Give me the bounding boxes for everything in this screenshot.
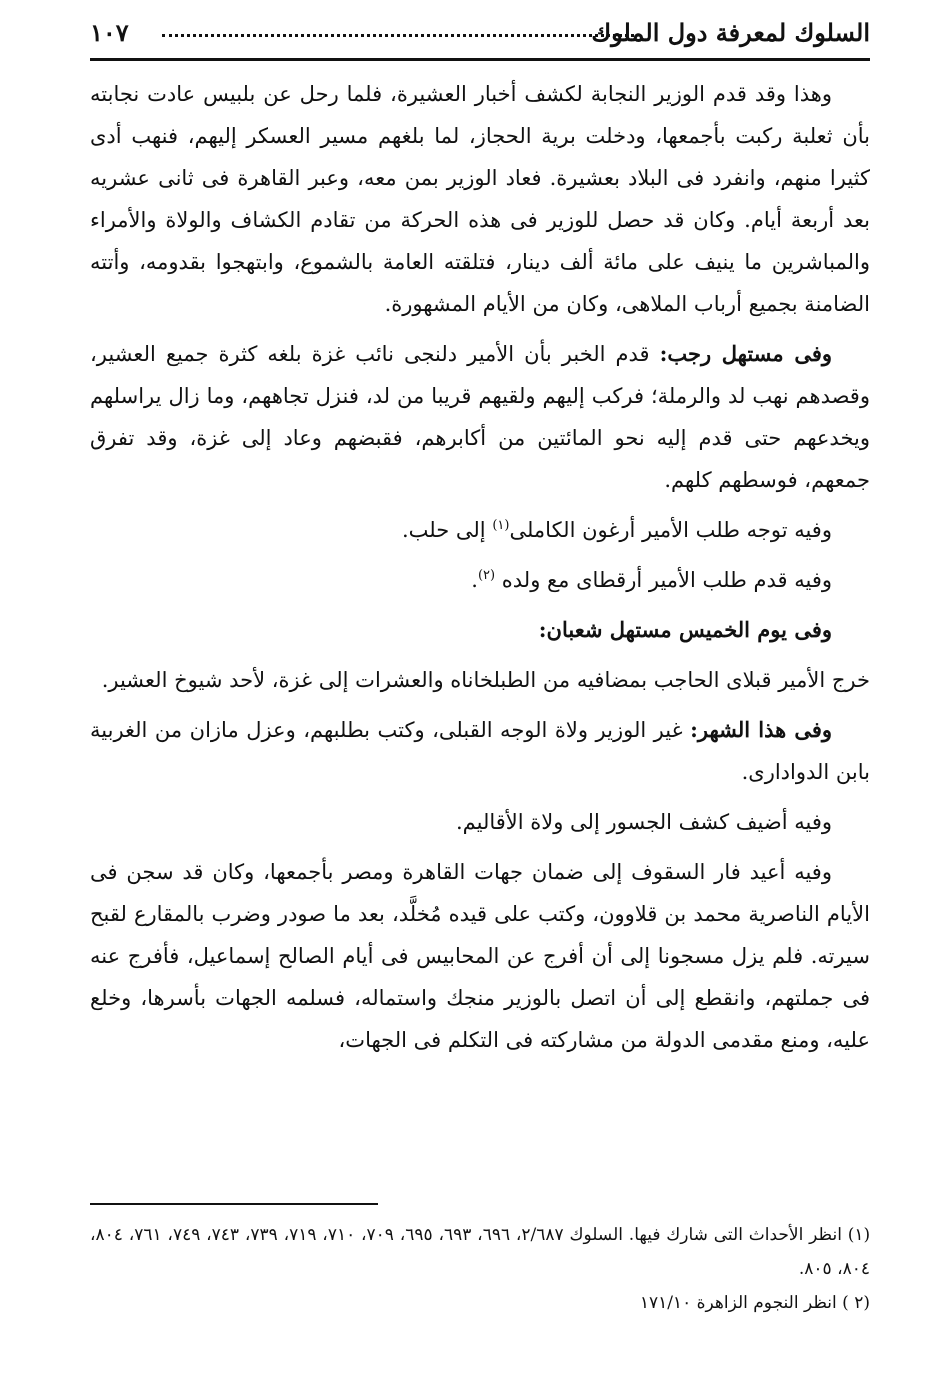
paragraph-text: وهذا وقد قدم الوزير النجابة لكشف أخبار العشيرة، فلما رحل عن بلبيس عادت نجابته بأن ثعلبة ركبت بأجمعها، ودخلت برية الحجاز، لما بلغهم مسير العسكر إليهم، فنهب أدى كثيرا منهم، وانفرد فى البلاد بعشيرة. فعاد الوزير بمن معه، وعبر القاهرة فى ثانى عشريه بعد أربعة أيام. وكان قد حصل للوزير فى هذه الحركة من تقادم الكشاف والولاة والأمراء والمباشرين ما ينيف على مائة ألف دينار، فتلقته العامة بالشموع، وابتهجوا بقدومه، وأتته الضامنة بجميع أرباب الملاهى، وكان من الأيام المشهورة. [90,82,870,316]
paragraph-label: وفى يوم الخميس مستهل شعبان: [538,617,832,642]
footnote-2: (٢ ) انظر النجوم الزاهرة ١٧١/١٠ [639,1293,870,1313]
book-page [90,12,870,1372]
paragraph-label: وفى هذا الشهر: [690,717,832,742]
header-title: السلوك لمعرفة دول الملوك [591,18,870,47]
paragraph-text: خرج الأمير قبلاى الحاجب بمضافيه من الطبلخاناه والعشرات إلى غزة، لأحد شيوخ العشير. [101,668,870,692]
paragraph-text: وفيه أعيد فار السقوف إلى ضمان جهات القاهرة ومصر بأجمعها، وكان قد سجن فى الأيام الناصرية محمد بن قلاوون، وكتب على قيده مُخلَّد، بعد ما صودر وضرب بالمقارع لقبح سيرته. فلم يزل مسجونا إلى أن أفرج عن المحابيس فى أيام الصالح إسماعيل، فأفرج عنه فى جملتهم، وانقطع إلى أن اتصل بالوزير منجك واستماله، فسلمه الجهات بأسرها، وخلع عليه، ومنع مقدمى الدولة من مشاركته فى التكلم فى الجهات، [90,860,870,1052]
page-number: ١٠٧ [90,18,129,47]
footnote-marker: (١) [492,518,510,533]
footnote-separator [90,1203,378,1205]
header-dot-leader [162,34,634,37]
body-text [90,73,870,1061]
paragraph-text-after: . [471,568,478,592]
paragraph-arghun [90,509,870,551]
paragraph-rajab [90,333,870,501]
paragraph-arqutay [90,559,870,601]
footnotes [90,1218,870,1320]
paragraph-text: غير الوزير ولاة الوجه القبلى، وكتب بطلبهم، وعزل مازان من الغربية بابن الدوادارى. [90,718,870,784]
running-header [90,12,870,61]
paragraph-shaban-heading [90,609,870,651]
paragraph-text: وفيه أضيف كشف الجسور إلى ولاة الأقاليم. [455,810,832,834]
paragraph-qublay [90,659,870,701]
paragraph-text: وفيه قدم طلب الأمير أرقطاى مع ولده [495,568,832,592]
paragraph-far-al-suquf [90,851,870,1061]
paragraph-bridges [90,801,870,843]
footnote-1: (١) انظر الأحداث التى شارك فيها. السلوك ٢/٦٨٧، ٦٩٦، ٦٩٣، ٦٩٥، ٧٠٩، ٧١٠، ٧١٩، ٧٣٩، ٧٤٣، ٧٤٩، ٧٦١، ٨٠٤، ٨٠٤، ٨٠٥. [90,1225,871,1279]
footnote-marker: (٢) [477,568,496,583]
paragraph-text-after: إلى حلب. [402,518,493,542]
paragraph-text: قدم الخبر بأن الأمير دلنجى نائب غزة بلغه كثرة جميع العشير، وقصدهم نهب لد والرملة؛ فركب إليهم ولقيهم قريبا من لد، فنزل تجاههم، وما زال يراسلهم ويخدعهم حتى قدم إليه نحو المائتين من أكابرهم، فقبضهم وعاد إلى غزة، وقد تفرق جمعهم، فوسطهم كلهم. [90,342,870,492]
paragraph-this-month [90,709,870,793]
paragraph-label: وفى مستهل رجب: [659,341,832,366]
paragraph-text: وفيه توجه طلب الأمير أرغون الكاملى [509,518,832,542]
paragraph-vizier-return [90,73,870,325]
